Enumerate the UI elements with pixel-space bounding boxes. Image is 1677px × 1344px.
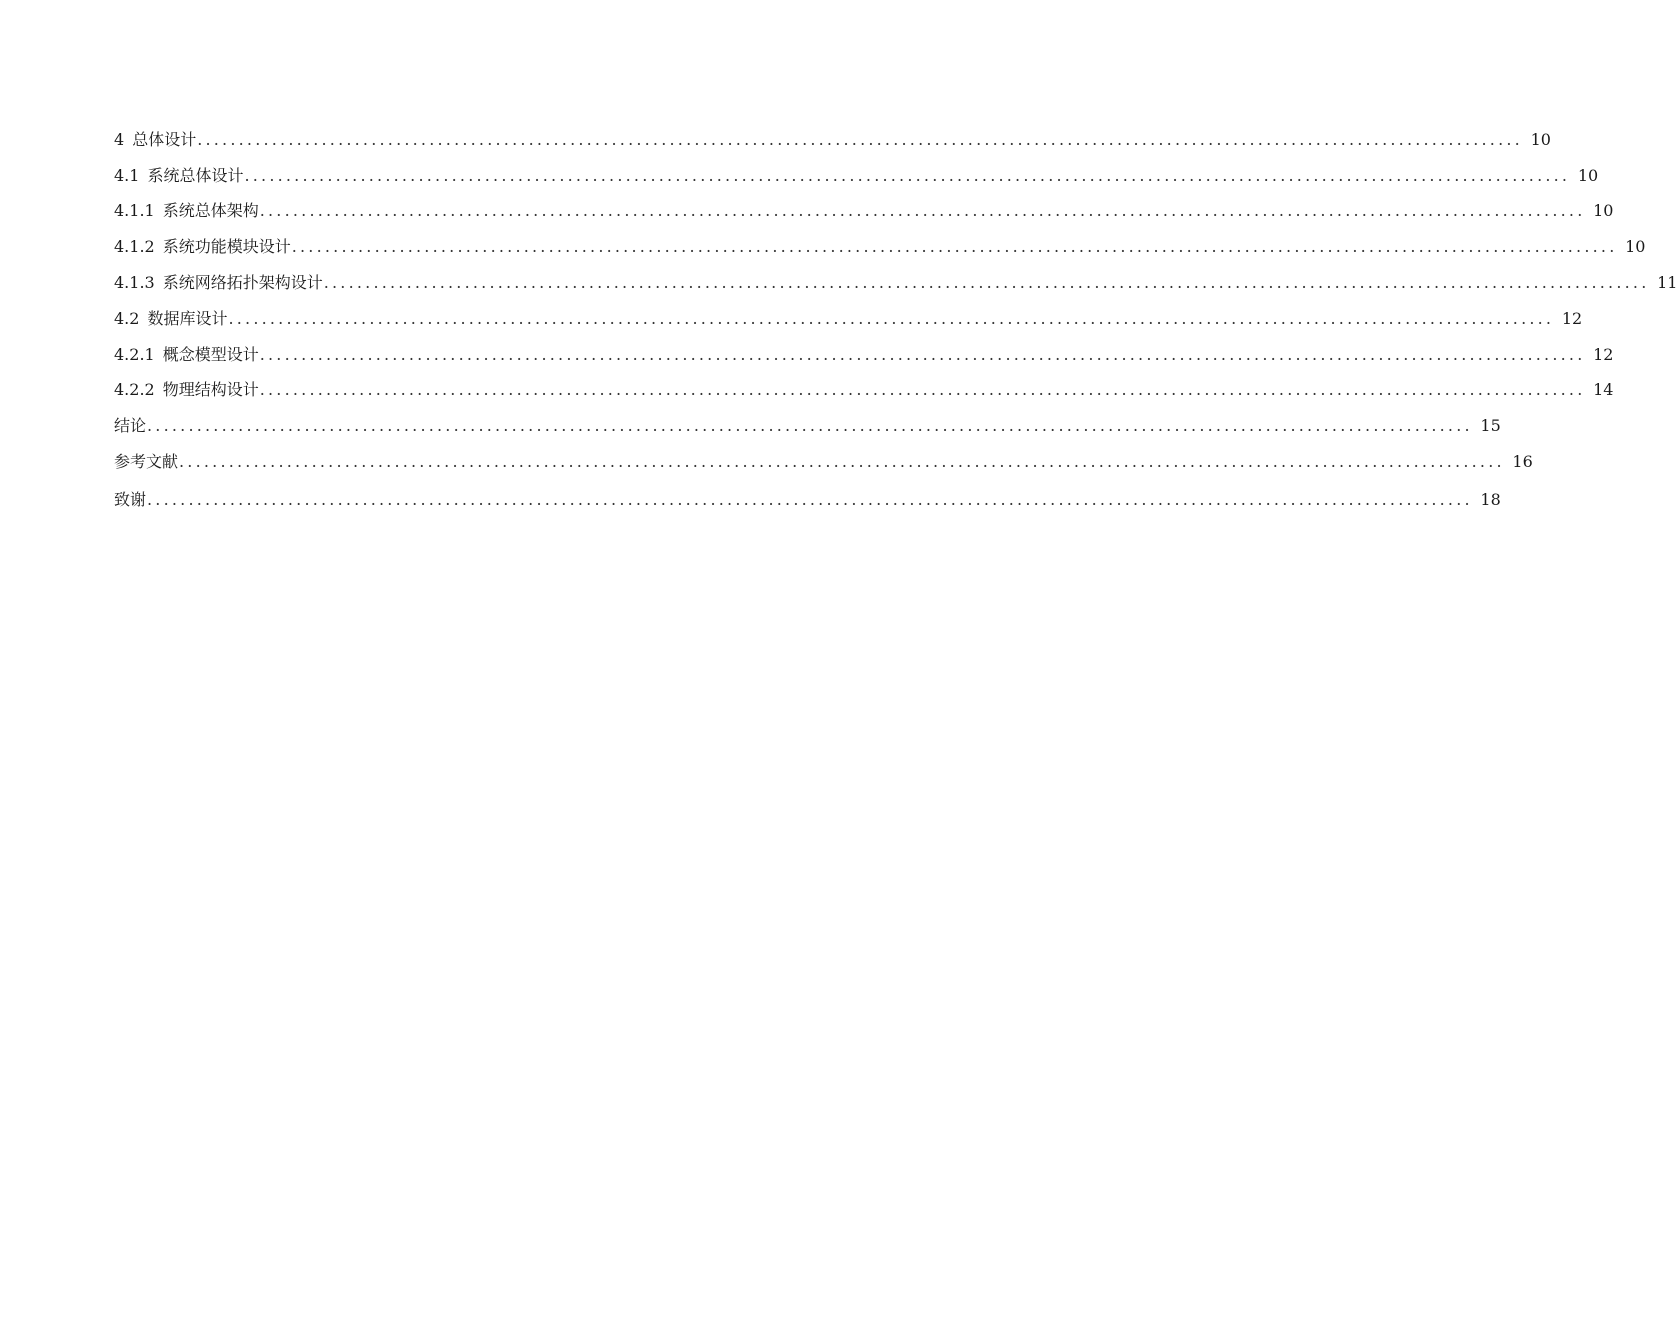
toc-entry-number: 4.2.1: [114, 344, 155, 364]
toc-entry-label: [114, 130, 196, 150]
toc-entry-label: [114, 490, 146, 510]
toc-entry-4-1[interactable]: [114, 150, 1599, 186]
toc-entry-conclusion[interactable]: [114, 400, 1501, 436]
toc-dot-leader: ................................................................................................................................................................: [147, 489, 1473, 509]
toc-entry-title: 结论: [114, 416, 147, 436]
toc-entry-label: [114, 452, 178, 472]
toc-entry-label: [114, 237, 291, 257]
toc-entry-number: 4.1.1: [114, 201, 155, 221]
toc-dot-leader: ................................................................................................................................................................: [259, 201, 1586, 221]
toc-entry-4-2-2[interactable]: [114, 365, 1614, 401]
toc-entry-acknowledgements[interactable]: [114, 472, 1501, 510]
toc-entry-number: 4.1.3: [114, 272, 155, 292]
toc-page-number: 18: [1480, 489, 1501, 509]
toc-page-number: 14: [1593, 380, 1614, 400]
toc-entry-label: [114, 166, 243, 186]
toc-entry-4[interactable]: [114, 114, 1551, 150]
toc-entry-title: 数据库设计: [147, 308, 228, 328]
toc-entry-4-1-2[interactable]: [114, 221, 1646, 257]
toc-entry-label: [114, 345, 259, 365]
toc-entry-4-1-1[interactable]: [114, 186, 1614, 222]
toc-entry-number: 4.1: [114, 165, 140, 185]
toc-page-number: 10: [1625, 237, 1646, 257]
toc-entry-label: [114, 309, 227, 329]
toc-entry-number: 4: [114, 129, 125, 149]
toc-dot-leader: ................................................................................................................................................................: [197, 129, 1523, 149]
toc-entry-label: [114, 201, 259, 221]
toc-page-number: 15: [1480, 416, 1501, 436]
toc-entry-title: 系统网络拓扑架构设计: [162, 272, 323, 292]
toc-entry-label: [114, 380, 259, 400]
toc-entry-title: 概念模型设计: [162, 344, 259, 364]
toc-page-number: 11: [1657, 272, 1677, 292]
toc-entry-number: 4.2.2: [114, 380, 155, 400]
toc-entry-title: 系统功能模块设计: [162, 237, 291, 257]
toc-dot-leader: ................................................................................................................................................................: [259, 344, 1586, 364]
toc-page-number: 10: [1530, 129, 1551, 149]
toc-entry-references[interactable]: [114, 436, 1533, 472]
toc-entry-title: 致谢: [114, 489, 147, 509]
toc-entry-number: 4.1.2: [114, 237, 155, 257]
table-of-contents: [114, 114, 1677, 510]
toc-dot-leader: ................................................................................................................................................................: [228, 308, 1555, 328]
toc-entry-title: 系统总体架构: [162, 201, 259, 221]
toc-entry-title: 物理结构设计: [162, 380, 259, 400]
toc-dot-leader: ................................................................................................................................................................: [147, 416, 1473, 436]
toc-page-number: 10: [1577, 165, 1599, 185]
toc-entry-number: 4.2: [114, 308, 140, 328]
toc-dot-leader: ................................................................................................................................................................: [259, 380, 1586, 400]
toc-entry-4-2[interactable]: [114, 293, 1583, 329]
toc-dot-leader: ................................................................................................................................................................: [291, 237, 1618, 257]
toc-page-number: 12: [1593, 344, 1614, 364]
toc-entry-4-2-1[interactable]: [114, 329, 1614, 365]
toc-entry-label: [114, 416, 146, 436]
toc-dot-leader: ................................................................................................................................................................: [323, 272, 1650, 292]
toc-dot-leader: ................................................................................................................................................................: [179, 451, 1505, 471]
toc-entry-title: 参考文献: [114, 451, 179, 471]
toc-page-number: 12: [1561, 308, 1583, 328]
toc-page-number: 10: [1593, 201, 1614, 221]
toc-entry-4-1-3[interactable]: [114, 257, 1677, 293]
toc-dot-leader: ................................................................................................................................................................: [244, 165, 1571, 185]
toc-entry-title: 系统总体设计: [147, 165, 244, 185]
toc-page-number: 16: [1512, 451, 1533, 471]
toc-entry-title: 总体设计: [132, 129, 197, 149]
toc-entry-label: [114, 273, 323, 293]
